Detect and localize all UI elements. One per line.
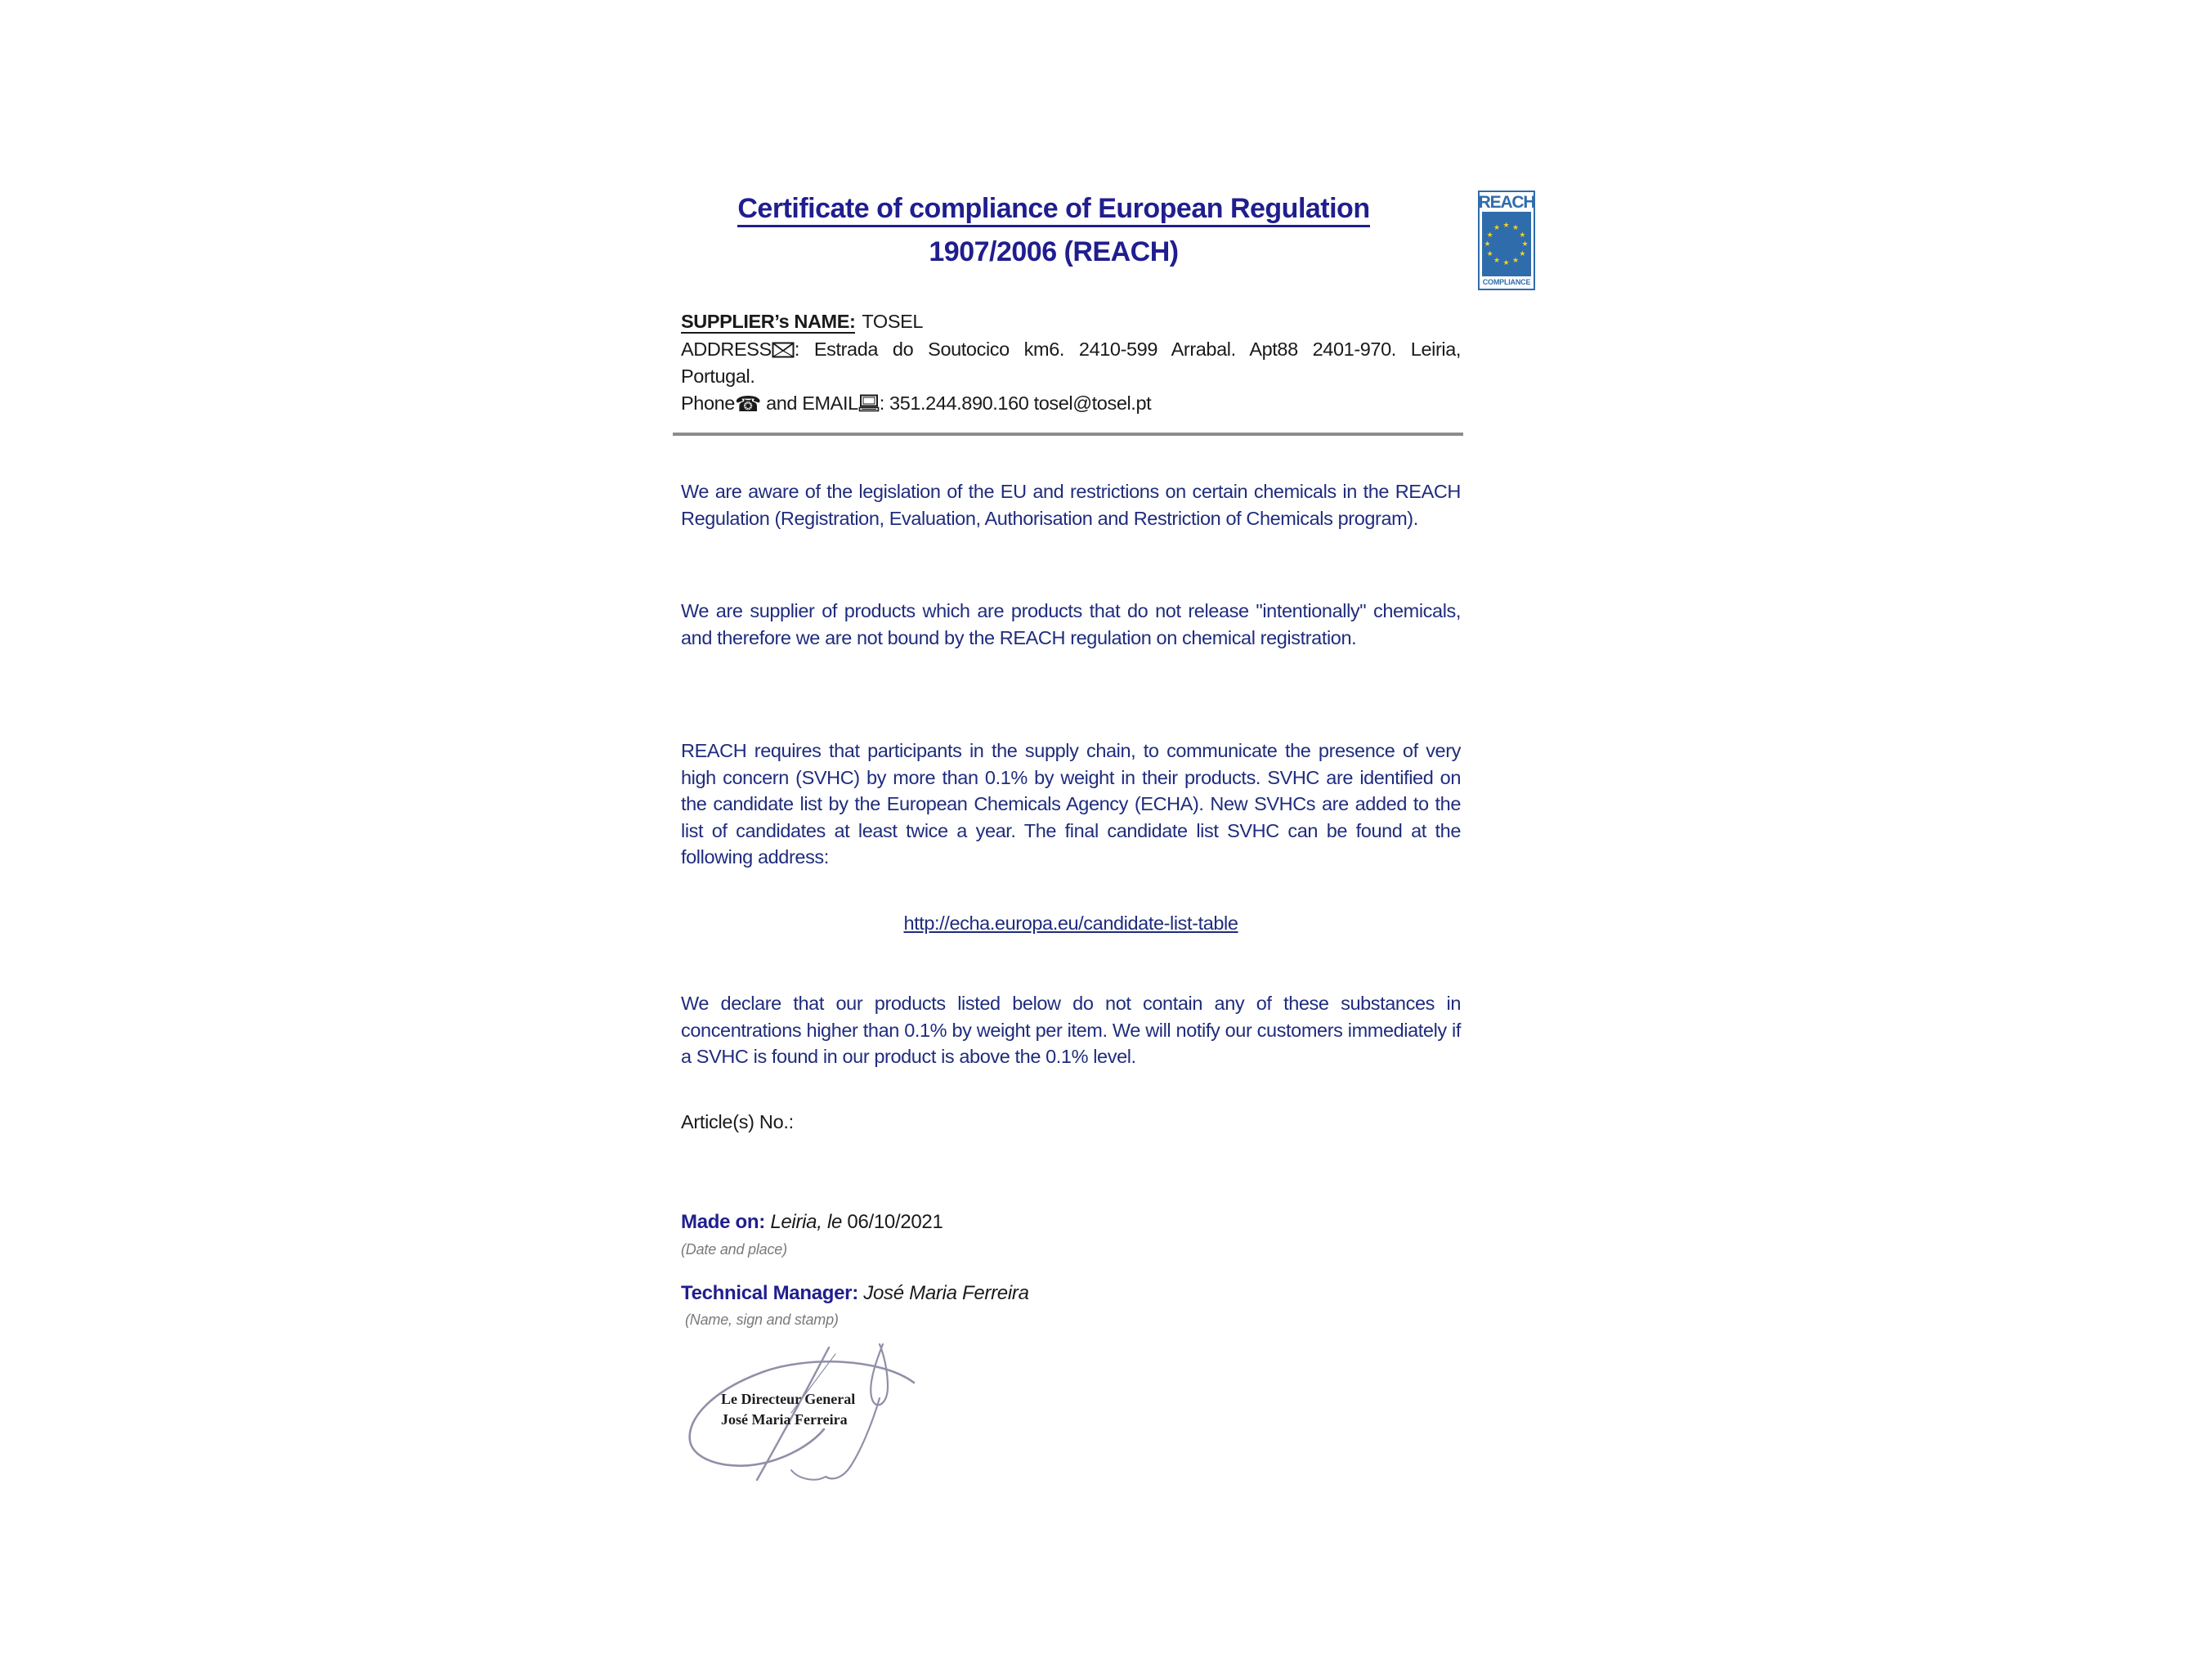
signature-image [669,1338,1159,1501]
reach-compliance-logo [1478,191,1535,290]
address-value-line1: : Estrada do Soutocico km6. 2410-599 Arrabal. Apt88 2401-970. Leiria, [794,339,1461,360]
supplier-name-label: SUPPLIER’s NAME: [681,311,856,332]
and-email-label: and EMAIL [766,392,858,414]
star-icon: ★ [1484,240,1491,248]
made-on-place: Leiria, le [770,1211,843,1233]
supplier-name-value: TOSEL [862,311,924,332]
star-icon: ★ [1512,223,1520,232]
telephone-icon: ☎ [734,392,761,416]
contact-value: : 351.244.890.160 tosel@tosel.pt [879,392,1152,414]
star-icon: ★ [1519,249,1526,258]
star-icon: ★ [1486,249,1493,258]
star-icon: ★ [1493,255,1501,264]
address-value-line2: Portugal. [681,365,755,387]
date-place-note: (Date and place) [681,1241,787,1258]
signature-name-text: José Maria Ferreira [721,1411,848,1428]
supplier-contact-line [681,390,1461,418]
technical-manager-label: Technical Manager: [681,1282,858,1304]
horizontal-divider [673,433,1463,436]
document-title-line1: Certificate of compliance of European Regulation [737,193,1369,227]
articles-label: Article(s) No.: [681,1111,794,1132]
star-icon: ★ [1502,221,1510,229]
name-sign-note: (Name, sign and stamp) [685,1312,839,1328]
phone-label: Phone [681,392,735,414]
paragraph-supplier: We are supplier of products which are products that do not release "intentionally" chemicals, and therefore we are not bound by the REACH regulation on chemical registration. [681,600,1461,648]
paragraph-awareness: We are aware of the legislation of the EU and restrictions on certain chemicals in the REACH Regulation (Registration, Evaluation, Authorisation and Restriction of Chemicals program). [681,481,1461,529]
document-title [681,187,1426,274]
document-title-line2: 1907/2006 (REACH) [929,236,1179,267]
technical-manager-line [681,1282,1029,1305]
made-on-line [681,1211,943,1234]
star-icon: ★ [1502,258,1510,267]
signature-title-text: Le Directeur General [721,1391,856,1407]
reach-logo-text: REACH [1478,193,1535,212]
paragraph-declaration: We declare that our products listed below do not contain any of these substances in concentrations higher than 0.1% by weight per item. We will notify our customers immediately if a SVHC is found in our product is above the 0.1% level. [681,993,1461,1067]
eu-stars [1482,212,1531,276]
supplier-name-line [681,308,1461,335]
star-icon: ★ [1512,255,1520,264]
supplier-address-line2 [681,363,1461,390]
compliance-logo-text: COMPLIANCE [1482,278,1531,286]
technical-manager-name: José Maria Ferreira [863,1282,1029,1304]
star-icon: ★ [1493,223,1501,232]
computer-icon [858,394,880,412]
candidate-list-link-row [681,912,1461,935]
supplier-address-line1 [681,336,1461,363]
paragraph-svhc: REACH requires that participants in the supply chain, to communicate the presence of very high concern (SVHC) by more than 0.1% by weight in their products. SVHC are identified on the candidate list by the European Chemicals Agency (ECHA). New SVHCs are added to the list of candidates at least twice a year. The final candidate list SVHC can be found at the following address: [681,740,1461,868]
made-on-date: 06/10/2021 [847,1211,943,1233]
star-icon: ★ [1486,230,1493,239]
address-label: ADDRESS [681,339,772,360]
made-on-label: Made on: [681,1211,765,1233]
envelope-icon [772,342,795,358]
star-icon: ★ [1519,230,1526,239]
candidate-list-link[interactable]: http://echa.europa.eu/candidate-list-table [903,912,1238,934]
star-icon: ★ [1521,240,1529,248]
